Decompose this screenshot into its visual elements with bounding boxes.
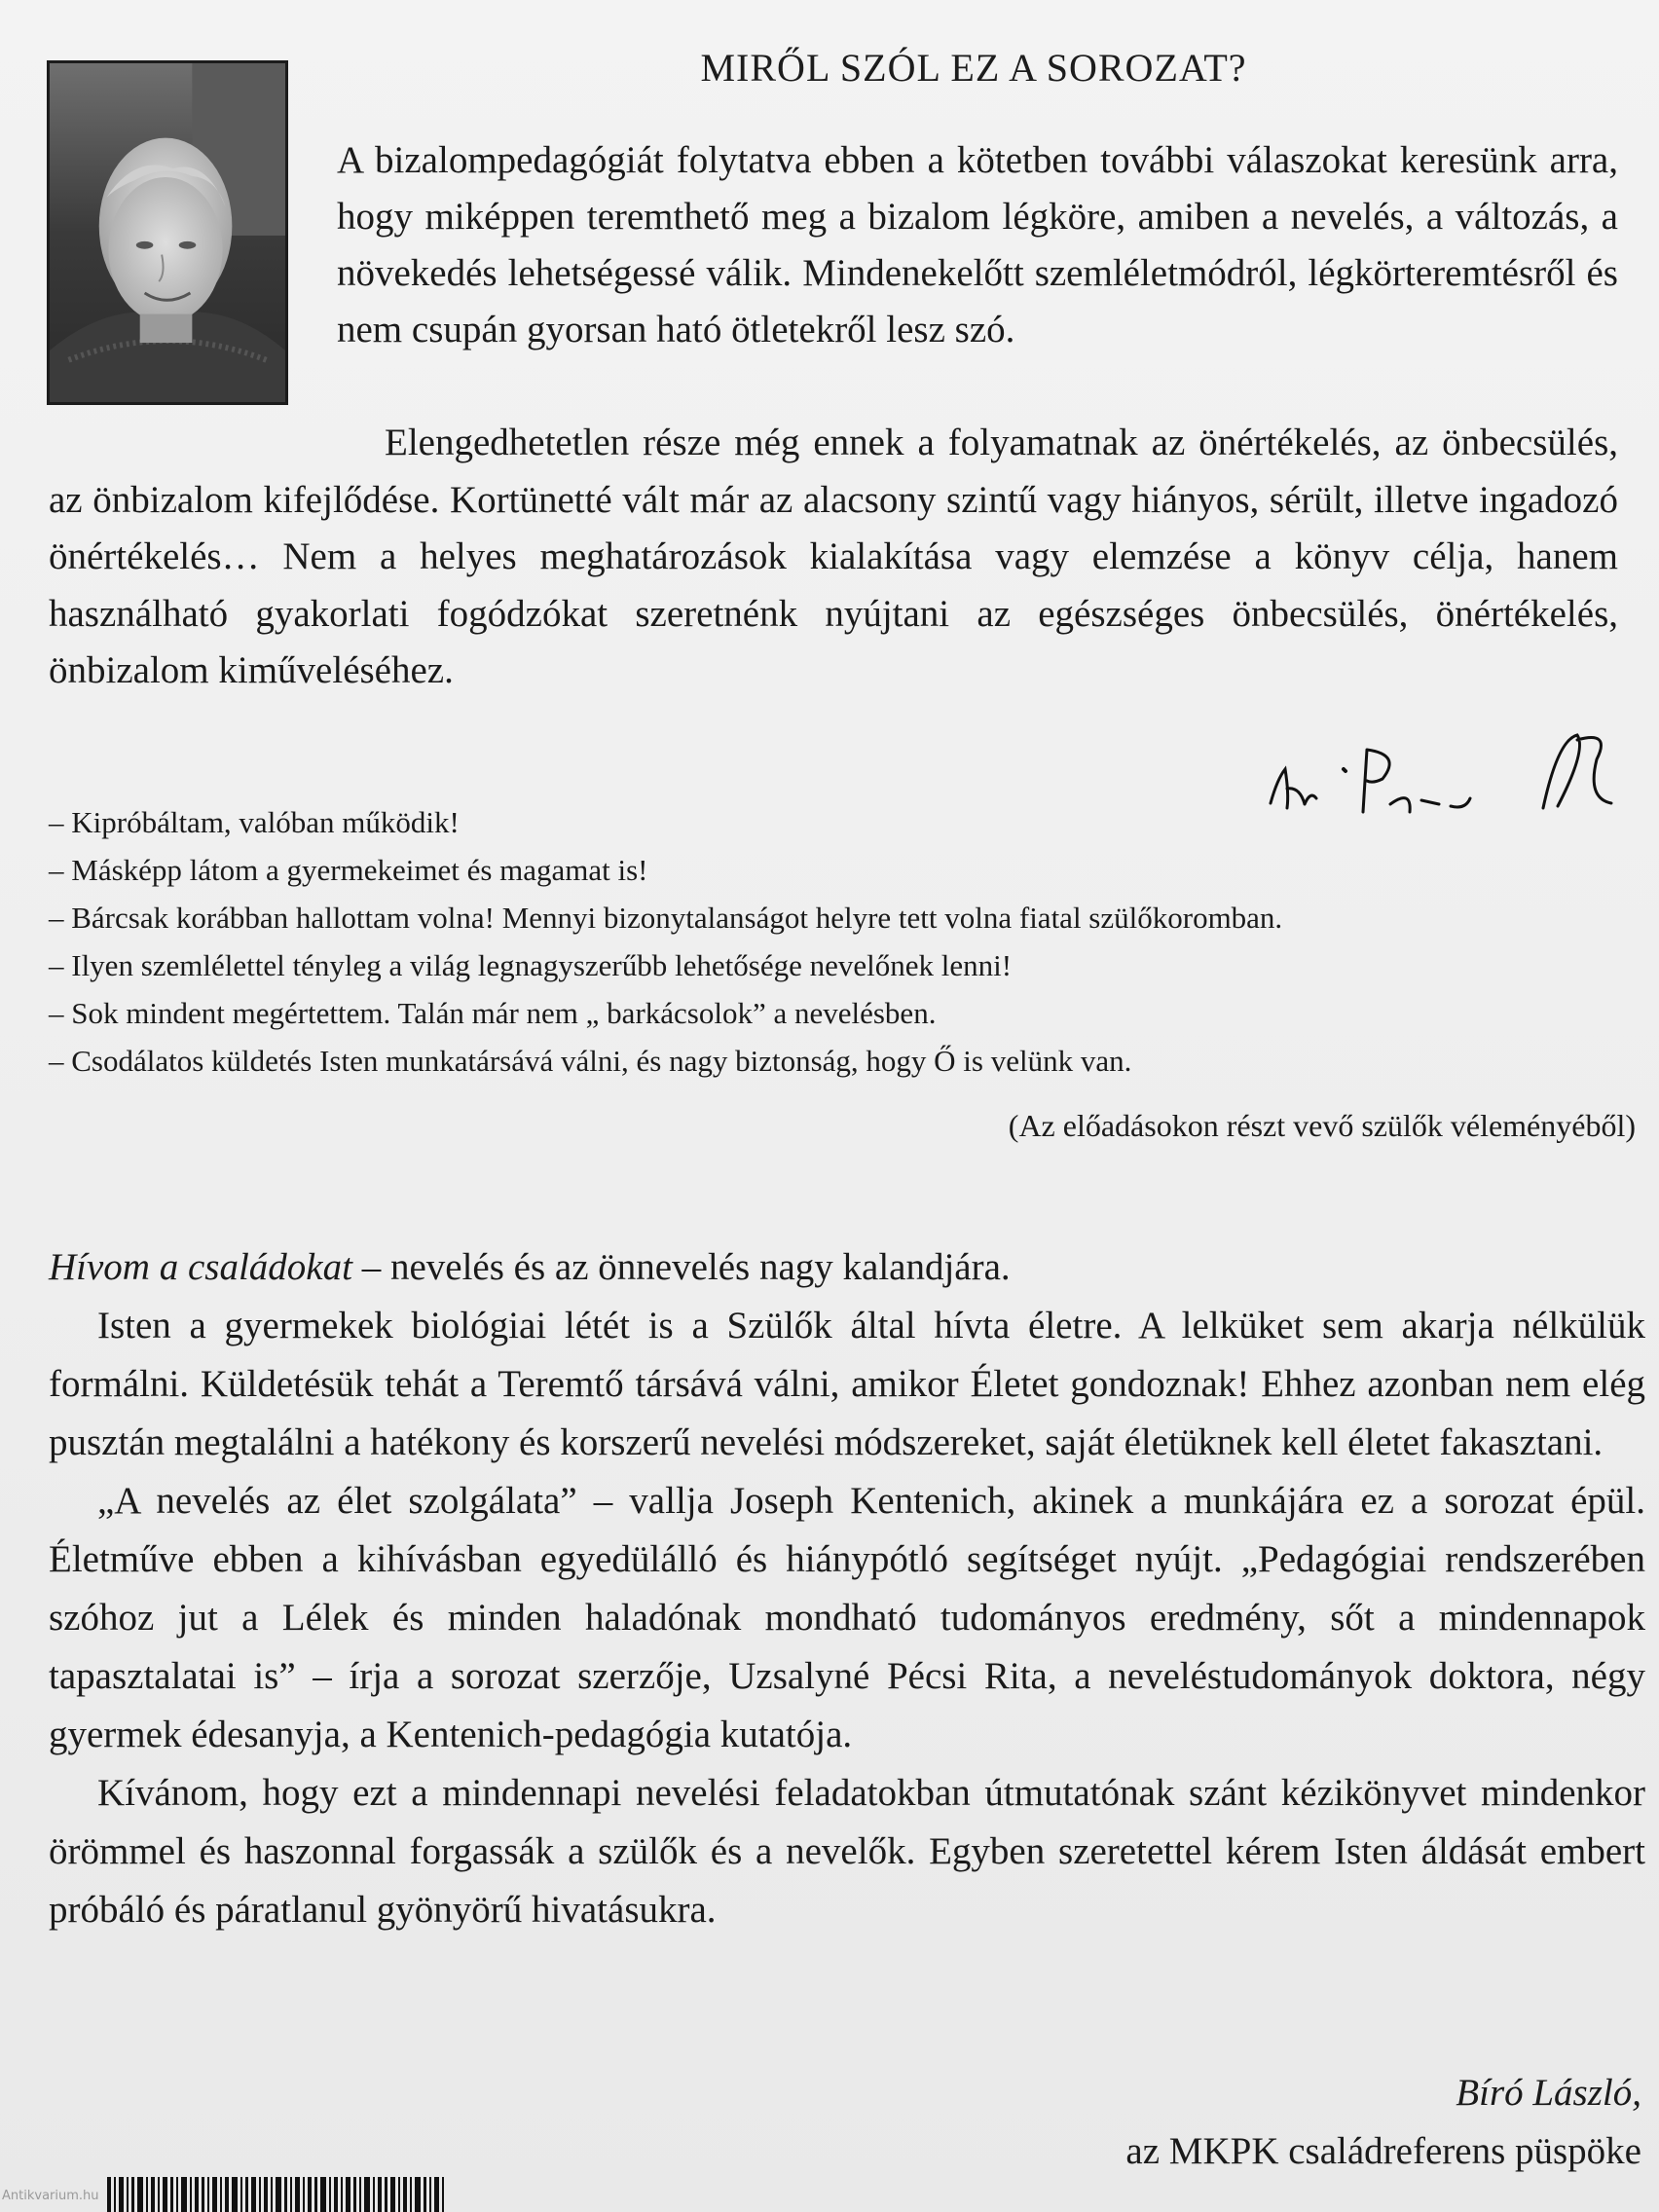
quote-item: – Ilyen szemlélettel tényleg a világ legnagyszerűbb lehetősége nevelőnek lenni!: [49, 948, 1013, 982]
page-title: MIRŐL SZÓL EZ A SOROZAT?: [700, 46, 1247, 90]
intro-paragraph-1: [337, 132, 1618, 358]
quote-item: – Sok mindent megértettem. Talán már nem „ barkácsolok” a nevelésben.: [49, 996, 937, 1030]
watermark: Antikvarium.hu: [2, 2189, 99, 2203]
foreword-paragraph-2: „A nevelés az élet szolgálata” – vallja Joseph Kentenich, akinek a munkájára ez a sorozat épül. Életműve ebben a kihívásban egyedülálló és hiánypótló segítséget nyújt. „Pedagógiai rendszerében szóhoz jut a Lélek és minden haladónak mondható tudományos eredmény, sőt a mindennapok tapasztalatai is” – írja a sorozat szerzője, Uzsalyné Pécsi Rita, a neveléstudományok doktora, négy gyermek édesanyja, a Kentenich-pedagógia kutatója.: [49, 1480, 1645, 1755]
quote-item: – Másképp látom a gyermekeimet és magamat is!: [49, 853, 648, 887]
quote-item: – Csodálatos küldetés Isten munkatársává válni, és nagy biztonság, hogy Ő is velünk van.: [49, 1044, 1132, 1078]
intro-paragraph-2: [49, 415, 1618, 700]
foreword-paragraph-1: Isten a gyermekek biológiai létét is a Szülők által hívta életre. A lelküket sem akarja nélkülük formálni. Küldetésük tehát a Teremtő társává válni, amikor Életet gondoznak! Ehhez azonban nem elég pusztán megtalálni a hatékony és korszerű nevelési módszereket, saját életüknek kell életet fakasztani.: [49, 1305, 1645, 1463]
author-portrait-image: [50, 63, 285, 402]
foreword-signoff: [1125, 2064, 1641, 2181]
foreword-lead: [49, 1238, 1645, 1297]
foreword-paragraph-3: Kívánom, hogy ezt a mindennapi nevelési feladatokban útmutatónak szánt kézikönyvet mindenkor örömmel és haszonnal forgassák a szülők és a nevelők. Egyben szeretettel kérem Isten áldását embert próbáló és páratlanul gyönyörű hivatásukra.: [49, 1772, 1645, 1931]
foreword-lead-rest: – nevelés és az önnevelés nagy kalandjára.: [351, 1246, 1011, 1288]
foreword-lead-italic: Hívom a családokat: [49, 1246, 352, 1288]
quote-item: – Bárcsak korábban hallottam volna! Mennyi bizonytalanságot helyre tett volna fiatal szülőkoromban.: [49, 901, 1283, 935]
signoff-name: Bíró László,: [1456, 2072, 1641, 2114]
parent-quotes-list: [49, 798, 1636, 1085]
signoff-role: az MKPK családreferens püspöke: [1125, 2130, 1641, 2172]
foreword-section: [49, 1238, 1645, 1939]
author-photo: [47, 60, 288, 405]
quotes-source: (Az előadásokon részt vevő szülők véleményéből): [1008, 1108, 1636, 1143]
barcode: [107, 2177, 497, 2212]
intro-text-1: A bizalompedagógiát folytatva ebben a kötetben további válaszokat keresünk arra, hogy miképpen teremthető meg a bizalom légköre, amiben a nevelés, a változás, a növekedés lehetségessé válik. Mindenekelőtt szemléletmódról, légkörteremtésről és nem csupán gyorsan ható ötletekről lesz szó.: [337, 139, 1618, 350]
quote-item: – Kipróbáltam, valóban működik!: [49, 805, 460, 839]
intro-text-2: Elengedhetetlen része még ennek a folyamatnak az önértékelés, az önbecsülés, az önbizalom kifejlődése. Kortünetté vált már az alacsony szintű vagy hiányos, sérült, illetve ingadozó önértékelés… Nem a helyes meghatározások kialakítása vagy elemzése a könyv célja, hanem használható gyakorlati fogódzókat szeretnénk nyújtani az egészséges önbecsülés, önértékelés, önbizalom kiműveléséhez.: [49, 422, 1618, 691]
